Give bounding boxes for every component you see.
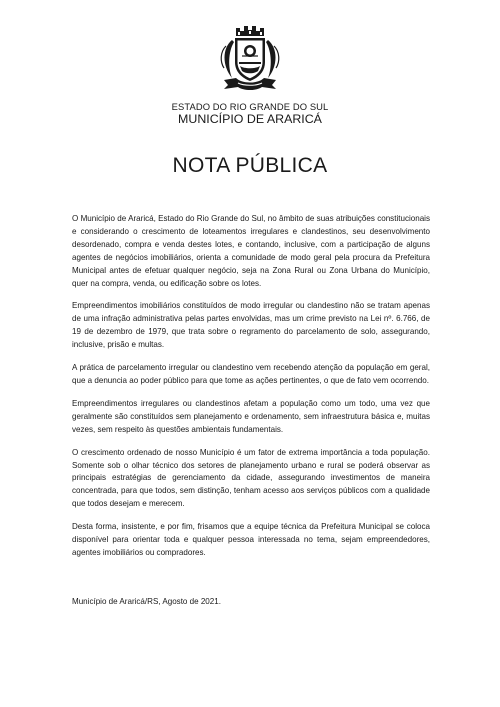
paragraph-4: Empreendimentos irregulares ou clandestinos afetam a população como um todo, uma vez que geralmente são constituídos sem planejamento e ordenamento, sem infraestrutura básica e, muitas vezes, sem respeito às questões ambientais fundamentais.	[72, 398, 430, 434]
paragraph-5: O crescimento ordenado de nosso Município é um fator de extrema importância a toda população. Somente sob o olhar técnico dos setores de planejamento urbano e rural se poderá observar as principais estratégias de gerenciamento da cidade, assegurando investimentos de maneira concentrada, para que todos, sem distinção, tenham acesso aos serviços públicos com a qualidade que todos desejam e merecem.	[72, 447, 430, 509]
state-name: ESTADO DO RIO GRANDE DO SUL	[171, 101, 329, 112]
coat-of-arms-icon	[218, 22, 282, 92]
paragraph-3: A prática de parcelamento irregular ou clandestino vem recebendo atenção da população em geral, que a denuncia ao poder público para que tome as ações pertinentes, o que de fato vem ocorrendo.	[72, 363, 430, 385]
paragraph-2: Empreendimentos imobiliários constituídos de modo irregular ou clandestino não se tratam apenas de uma infração administrativa pelas partes envolvidas, mas um crime previsto na Lei nº. 6.766, de 19 de dezembro de 1979, que trata sobre o regramento do parcelamento de solo, assegurando, inclusive, prisão e multas.	[72, 301, 430, 350]
signoff-date: Município de Araricá/RS, Agosto de 2021.	[72, 597, 221, 606]
municipality-name: MUNICÍPIO DE ARARICÁ	[178, 112, 322, 126]
document-body	[72, 213, 430, 570]
document-title: NOTA PÚBLICA	[172, 154, 328, 177]
paragraph-6: Desta forma, insistente, e por fim, frisamos que a equipe técnica da Prefeitura Municipal se coloca disponível para orientar toda e qualquer pessoa interessada no tema, sejam empreendedores, agentes imobiliários ou compradores.	[72, 522, 430, 557]
paragraph-1: O Município de Araricá, Estado do Rio Grande do Sul, no âmbito de suas atribuições constitucionais e considerando o crescimento de loteamentos irregulares e clandestinos, seu desenvolvimento desordenado, compra e venda destes lotes, e contando, inclusive, com a participação de alguns agentes de negócios imobiliários, orienta a comunidade de modo geral pela procura da Prefeitura Municipal antes de efetuar qualquer negócio, seja na Zona Rural ou Zona Urbana do Município, quer na compra, venda, ou edificação sobre os lotes.	[72, 214, 430, 288]
